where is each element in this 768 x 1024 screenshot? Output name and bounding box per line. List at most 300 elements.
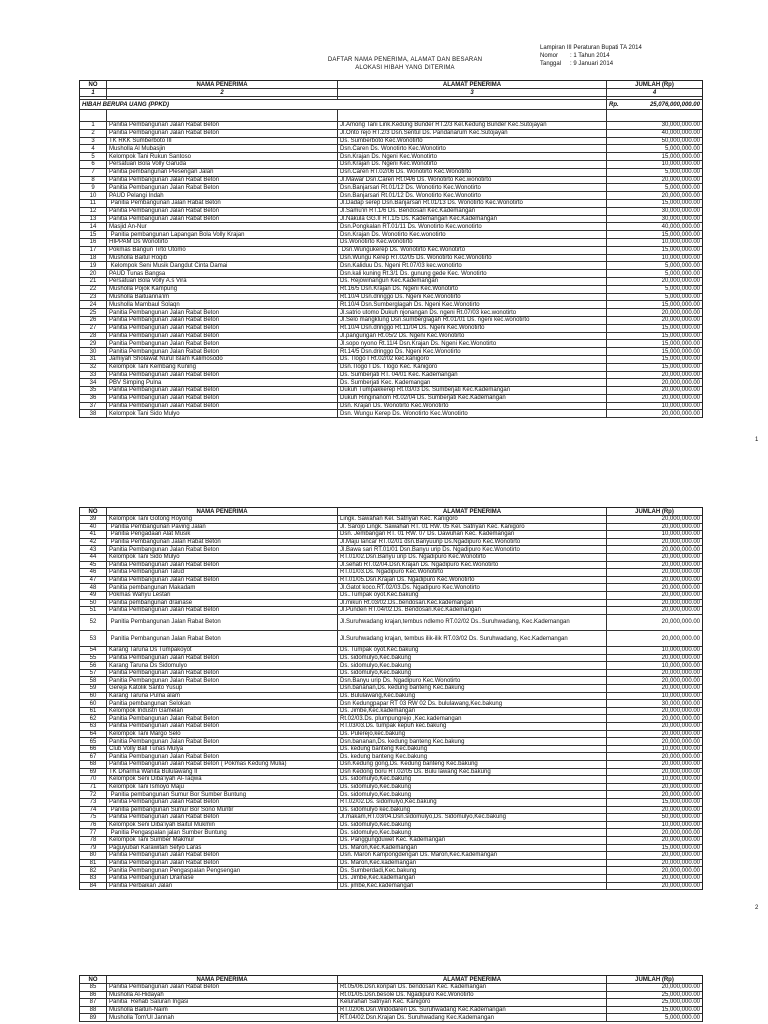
cell-no: 12 (80, 208, 107, 215)
table-row (80, 301, 702, 309)
table-page-2 (79, 507, 703, 890)
table-row (80, 562, 702, 570)
cell-alamat: Ds. Sumberdadi,Kec.bakung (338, 867, 607, 874)
table-row (80, 153, 702, 161)
table-body (80, 984, 702, 1022)
table-row (80, 531, 702, 539)
cell-nama: Panitia Pembangunan Jalan Rabat Beton (107, 184, 338, 191)
cell-nama: Panitia Pembangunan Jalan Rabat Beton (107, 738, 338, 745)
cell-alamat: Ds.Wonotirto Kec.wonotirto (338, 239, 607, 246)
section-total (607, 100, 702, 109)
cell-no: 45 (80, 562, 107, 569)
cell-alamat: Ds. Sumberjati RT. 04/01 Kec. Kademangan (338, 372, 607, 379)
table-row (80, 333, 702, 341)
cell-alamat: Rt.02/03.Ds. plumpungrejo ,Kec.kademangan (338, 715, 607, 722)
cell-no: 39 (80, 516, 107, 523)
table-row (80, 294, 702, 302)
cell-nama: Karang Taruna Ds Tumpakoyot (107, 647, 338, 654)
cell-alamat: Dsn. Krajan Ds. Wonotirto Kec.Wonotirto (338, 403, 607, 410)
cell-alamat: Jl.Suruhwadang krajan,tembus ndlemo RT.02/02 Ds..Suruhwadang, Kec.Kademangan (338, 615, 607, 630)
cell-nama: TK RKK Sumberboto III (107, 138, 338, 145)
table-row (80, 662, 702, 670)
title-line-1: DAFTAR NAMA PENERIMA, ALAMAT DAN BESARAN (327, 57, 483, 63)
colnum-2: 2 (107, 89, 338, 96)
cell-jumlah: 20,000,000.00 (661, 738, 700, 745)
cell-jumlah: 20,000,000.00 (661, 192, 700, 199)
cell-jumlah: 20,000,000.00 (661, 569, 700, 576)
table-row (80, 278, 702, 286)
cell-no: 85 (80, 984, 107, 991)
cell-nama: Musholla Baitun-Naim (107, 1007, 338, 1014)
table-row (80, 1014, 702, 1022)
cell-alamat: Ds. sidomulyo,Kec.bakung (338, 784, 607, 791)
table-row (80, 799, 702, 807)
colnum-1: 1 (80, 89, 107, 96)
cell-alamat: Ds. sidomulyo,Kec.bakung (338, 662, 607, 669)
table-row (80, 829, 702, 837)
cell-nama: Panitia Pembangunan Jalan Rabat Beton (107, 670, 338, 677)
cell-jumlah: 20,000,000.00 (661, 685, 700, 692)
cell-jumlah: 20,000,000.00 (661, 592, 700, 599)
cell-alamat: Ds. sidomulyo,Kec.bakung (338, 822, 607, 829)
table-row (80, 860, 702, 868)
column-number-row (80, 89, 702, 97)
cell-nama: Gereja Katolik Santo Yusup (107, 685, 338, 692)
table-row (80, 708, 702, 716)
table-row (80, 631, 702, 647)
cell-alamat: Dsn.Caren RT.02/06 Ds. Wonotirto Kec.Wonotirto (338, 169, 607, 176)
cell-no: 77 (80, 829, 107, 836)
cell-no: 51 (80, 607, 107, 614)
table-row (80, 340, 702, 348)
cell-no: 8 (80, 177, 107, 184)
nomor-line (540, 52, 642, 60)
cell-jumlah: 5,000,000.00 (664, 286, 700, 293)
cell-alamat: Jl.sopo nyono Rt.11/4 Dsn.Krajan Ds. Ngeni Kec.Wonotirto (338, 340, 607, 347)
table-row (80, 875, 702, 883)
table-row (80, 216, 702, 224)
cell-alamat: Dsn.Kedung gong,Ds. Kedung banteng Kec.bakung (338, 761, 607, 768)
cell-alamat: Jl.pangurigan Rt.05/2 Ds. Ngeni Kec.Wonotirto (338, 333, 607, 340)
cell-nama: Panitia Pengaspalan jalan Sumber Buntung (107, 829, 338, 836)
nomor-label: Nomor (540, 53, 559, 59)
cell-alamat: Ds. sidomulyo,Kec.bakung (338, 791, 607, 798)
cell-alamat: RT.02/02.Ds. sidomulyo,Kec.bakung (338, 799, 607, 806)
cell-jumlah: 15,000,000.00 (661, 332, 700, 339)
cell-alamat: Ds. Jimbe,Kec.kademangan (338, 708, 607, 715)
cell-alamat: Ds. Sumberjati Kec. Kademangan (338, 379, 607, 386)
cell-nama: Karang Taruna Pulna alam (107, 693, 338, 700)
cell-no: 56 (80, 662, 107, 669)
cell-no: 72 (80, 791, 107, 798)
cell-no: 83 (80, 875, 107, 882)
table-row (80, 746, 702, 754)
table-row (80, 753, 702, 761)
spacer-cell (338, 110, 607, 121)
header-jumlah: JUMLAH (Rp) (635, 976, 674, 983)
cell-no: 73 (80, 799, 107, 806)
table-row (80, 348, 702, 356)
cell-alamat: Ds. kedung banteng Kec.bakung (338, 746, 607, 753)
cell-alamat: Jl.Samu'in RT.1/6 Ds. Bendosari Kec.Kademangan (338, 208, 607, 215)
table-row (80, 791, 702, 799)
header-no: NO (80, 81, 107, 88)
cell-no: 79 (80, 845, 107, 852)
cell-no: 88 (80, 1007, 107, 1014)
table-row (80, 731, 702, 739)
cell-nama: Kelompok Tani Kembang Kuning (107, 364, 338, 371)
header-nama: NAMA PENERIMA (107, 508, 338, 515)
table-row (80, 837, 702, 845)
cell-alamat: Ds. sidomulyo,Kec.bakung (338, 670, 607, 677)
cell-nama: Karang Taruna Ds Sidomulyo (107, 662, 338, 669)
cell-no: 64 (80, 731, 107, 738)
cell-nama: Panitia Pembangunan Jalan Rabat Beton (107, 715, 338, 722)
table-row (80, 410, 702, 418)
cell-nama: Kelompok Seni Diba'iyah Al-Taqwa (107, 776, 338, 783)
nomor-value: : 1 Tahun 2014 (570, 53, 610, 59)
cell-alamat: Dukuh Tumpakkerep Rt.03/03 Ds. Sumberjati Kec.Kademangan (338, 387, 607, 394)
cell-nama: Panitia Pembangunan Jalan Rabat Beton (107, 325, 338, 332)
cell-alamat: Ds. Maron,Kec.kademangan (338, 860, 607, 867)
cell-alamat: Dsn.bananan,Ds. kedung banteng Kec.bakung (338, 685, 607, 692)
cell-no: 55 (80, 655, 107, 662)
table-row (80, 615, 702, 631)
cell-jumlah: 30,000,000.00 (661, 700, 700, 707)
page-number-2: 2 (755, 905, 759, 911)
cell-jumlah: 20,000,000.00 (661, 278, 700, 285)
cell-nama: Panitia Pembangunan Jalan Rabat Beton (107, 333, 338, 340)
cell-alamat: Jl.Suruhwadang krajan, tembus ilik-ilik RT.03/02 Ds. Suruhwadang, Kec.Kademangan (338, 631, 607, 646)
cell-no: 17 (80, 247, 107, 254)
cell-nama: Musholla Mambaul Solaqn (107, 301, 338, 308)
cell-alamat: Dsn.kali kuning Rt.3/1 Ds. gunung gede Kec. Wonotirto (338, 270, 607, 277)
spacer-cell (80, 110, 107, 121)
cell-alamat: Jl.Mawar Dsn.Caren Rt.04/6 Ds. Wonotirto Kec.wonotirto (338, 177, 607, 184)
cell-no: 59 (80, 685, 107, 692)
table-row (80, 192, 702, 200)
header-alamat: ALAMAT PENERIMA (338, 976, 607, 983)
cell-no: 84 (80, 883, 107, 890)
cell-jumlah: 20,000,000.00 (661, 577, 700, 584)
table-row (80, 161, 702, 169)
cell-nama: Panitia Pembangunan Pengaspalan Pengsengan (107, 867, 338, 874)
cell-alamat: Kelurahan Satriyan Kec. Kanigoro (338, 999, 607, 1006)
cell-alamat: Ds. Maron,Kec.Kademangan (338, 845, 607, 852)
cell-jumlah: 20,000,000.00 (661, 619, 700, 626)
cell-no: 53 (80, 631, 107, 646)
cell-jumlah: 20,000,000.00 (661, 860, 700, 867)
cell-alamat: Dsn Kedong boru RT.02/05 Ds. Bulu lawang Kec.bakung (338, 769, 607, 776)
table-row (80, 715, 702, 723)
cell-alamat: RT.04/02.Dsn.Krajan Ds. Suruhwadang Kec.Kademangan (338, 1014, 607, 1021)
cell-no: 7 (80, 169, 107, 176)
section-currency: Rp. (609, 101, 619, 108)
table-row (80, 177, 702, 185)
cell-nama: Kelompok Tani Sido Mulyo (107, 410, 338, 417)
cell-nama: Kelompok Seni Musik Dangdut Cinta Damai (107, 262, 338, 269)
cell-nama: Panitia Pembangunan Jalan Rabat Beton (107, 723, 338, 730)
tanggal-label: Tanggal (540, 61, 562, 67)
cell-nama: Paguyuban Karawitan Setyo Laras (107, 845, 338, 852)
cell-no: 61 (80, 708, 107, 715)
cell-jumlah: 15,000,000.00 (661, 153, 700, 160)
cell-alamat: Dukuh Ringinanom Rt.02/04 Ds. Sumberjati Kec.Kademangan (338, 395, 607, 402)
cell-jumlah: 25,000,000.00 (661, 999, 700, 1006)
cell-jumlah: 10,000,000.00 (661, 239, 700, 246)
cell-nama: Panitia pembangunan Sumur Bor Sumber Buntung (107, 791, 338, 798)
cell-jumlah: 15,000,000.00 (661, 200, 700, 207)
cell-jumlah: 15,000,000.00 (661, 340, 700, 347)
cell-no: 36 (80, 395, 107, 402)
cell-jumlah: 15,000,000.00 (661, 301, 700, 308)
cell-no: 29 (80, 340, 107, 347)
cell-jumlah: 20,000,000.00 (661, 761, 700, 768)
spacer-cell (607, 110, 702, 121)
cell-jumlah: 20,000,000.00 (661, 546, 700, 553)
cell-alamat: Ds. Tumpak oyot.Kec.bakung (338, 647, 607, 654)
cell-no: 9 (80, 184, 107, 191)
cell-jumlah: 20,000,000.00 (661, 584, 700, 591)
cell-alamat: Dsn.Krajan Ds. Ngeni Kec.Wonotirto (338, 153, 607, 160)
cell-jumlah: 10,000,000.00 (661, 531, 700, 538)
cell-no: 87 (80, 999, 107, 1006)
table-row (80, 200, 702, 208)
cell-alamat: Jl.Among Tani Link.Kedung Bunder RT.2/3 Kel.Kedung Bunder Kec.Sutojayan (338, 122, 607, 129)
cell-nama: Panitia pembangunan Makadam (107, 584, 338, 591)
cell-alamat: Ds. sidomulyo,Kec.bakung (338, 776, 607, 783)
cell-alamat: RT.01/02.Dsn.Banyu urip Ds. Ngadipuro Kec.Wonotirto (338, 554, 607, 561)
cell-nama: Persatuan Bola Volly Garuda (107, 161, 338, 168)
cell-alamat: Jl.Selo mangklung Dsn.sumberglagah Rt.01/01 Ds. ngeni kec.wonotirto (338, 317, 607, 324)
cell-no: 22 (80, 286, 107, 293)
table-row (80, 130, 702, 138)
cell-jumlah: 25,000,000.00 (661, 991, 700, 998)
cell-nama: Kelompok Tani Gotong Royong (107, 516, 338, 523)
table-row (80, 655, 702, 663)
cell-no: 3 (80, 138, 107, 145)
cell-nama: Panitia pembangunan Sumur Bor Sono Muntir (107, 807, 338, 814)
document-title (295, 56, 515, 72)
cell-no: 65 (80, 738, 107, 745)
cell-jumlah: 20,000,000.00 (661, 882, 700, 889)
cell-jumlah: 20,000,000.00 (661, 677, 700, 684)
cell-no: 81 (80, 860, 107, 867)
cell-no: 69 (80, 769, 107, 776)
cell-alamat: Ds. sidomulyo kec.bakung (338, 807, 607, 814)
cell-jumlah: 20,000,000.00 (661, 867, 700, 874)
table-page-1 (79, 80, 703, 418)
cell-nama: Panitia pembangunan drainase (107, 600, 338, 607)
cell-jumlah: 5,000,000.00 (664, 169, 700, 176)
cell-no: 49 (80, 592, 107, 599)
cell-nama: Panitia Pembangunan Jalan Rabat Beton (107, 546, 338, 553)
cell-nama: Musholla Tom'Ul Jannah (107, 1014, 338, 1021)
cell-jumlah: 20,000,000.00 (661, 176, 700, 183)
table-row (80, 539, 702, 547)
table-header-row (80, 976, 702, 984)
cell-nama: Panitia Pembangunan Jalan Rabat Beton (107, 395, 338, 402)
cell-nama: Panitia Pembangunan Talud (107, 569, 338, 576)
table-row (80, 356, 702, 364)
cell-nama: Panitia Pembangunan Jalan Rabat Beton (107, 631, 338, 646)
cell-jumlah: 15,000,000.00 (661, 247, 700, 254)
cell-alamat: Dsn. Maron Kampongdengan Ds. Maron,Kec.Kademangan (338, 852, 607, 859)
cell-alamat: Jl.makam,RT.03/04.Dsn.sidomulyo,Ds. Sidomulyo,Kec.bakung (338, 814, 607, 821)
cell-alamat: RT.01/03.Ds. Ngadipuro Kec.Wonotirto (338, 569, 607, 576)
cell-jumlah: 20,000,000.00 (661, 768, 700, 775)
cell-nama: Jamiyah Sholawat Nurul Islam Kalimosodo (107, 356, 338, 363)
cell-jumlah: 20,000,000.00 (661, 635, 700, 642)
table-body (80, 122, 702, 418)
cell-no: 89 (80, 1014, 107, 1021)
cell-alamat: Ds. Pulerejo,kec.bakung (338, 731, 607, 738)
cell-nama: Panitia Pembangunan Drainase (107, 875, 338, 882)
cell-no: 1 (80, 122, 107, 129)
cell-jumlah: 10,000,000.00 (661, 161, 700, 168)
cell-jumlah: 30,000,000.00 (661, 208, 700, 215)
cell-nama: Panitia Pembangunan Jalan Rabat Beton (107, 984, 338, 991)
table-row (80, 670, 702, 678)
cell-nama: Masjid An-Nur (107, 223, 338, 230)
cell-no: 48 (80, 584, 107, 591)
cell-jumlah: 20,000,000.00 (661, 561, 700, 568)
cell-jumlah: 5,000,000.00 (664, 293, 700, 300)
cell-no: 20 (80, 270, 107, 277)
cell-alamat: Ds. jimbe,Kec.kademangan (338, 883, 607, 890)
cell-alamat: Dsn.bananan,Ds. kedung banteng Kec.bakung (338, 738, 607, 745)
cell-no: 68 (80, 761, 107, 768)
cell-nama: Panitia Perbaikan Jalan (107, 883, 338, 890)
spacer-cell (338, 97, 607, 99)
table-row (80, 685, 702, 693)
cell-jumlah: 5,000,000.00 (664, 262, 700, 269)
cell-no: 47 (80, 577, 107, 584)
cell-jumlah: 15,000,000.00 (661, 231, 700, 238)
cell-jumlah: 20,000,000.00 (661, 395, 700, 402)
cell-alamat: Rt.10/4 Dsn.Sumberglagah Ds. Ngeni Kec.Wonotirto (338, 301, 607, 308)
table-row (80, 867, 702, 875)
cell-alamat: Jl.mikun Rt.03/02.Ds..bendosari.Kec.kademangan (338, 600, 607, 607)
spacer-cell (80, 97, 107, 99)
cell-jumlah: 5,000,000.00 (664, 1014, 700, 1021)
cell-alamat: Dsn.Caren Ds. Wonotirto Kec.Wonotirto (338, 145, 607, 152)
spacer-cell (607, 97, 702, 99)
table-row (80, 403, 702, 411)
table-row (80, 700, 702, 708)
cell-nama: Kelompok Tani Ismoyo Maju (107, 784, 338, 791)
cell-alamat: Dsn.Krajan Ds. Wonotirto Kec.wonotirto (338, 231, 607, 238)
cell-alamat: Ds. Bululawang,Kec.bakung (338, 693, 607, 700)
table-row (80, 524, 702, 532)
table-row (80, 647, 702, 655)
table-row (80, 807, 702, 815)
cell-jumlah: 20,000,000.00 (661, 654, 700, 661)
table-row (80, 546, 702, 554)
cell-nama: Pokmas Wahyu Lestari (107, 592, 338, 599)
cell-nama: PAUD Tunas Bangsa (107, 270, 338, 277)
table-row (80, 247, 702, 255)
cell-no: 27 (80, 325, 107, 332)
table-row (80, 607, 702, 615)
cell-alamat: Dsn. Wungu Kerep Ds. Wonotirto Kec.Wonotirto (338, 410, 607, 417)
cell-jumlah: 20,000,000.00 (661, 753, 700, 760)
cell-no: 52 (80, 615, 107, 630)
table-row (80, 569, 702, 577)
table-row (80, 223, 702, 231)
cell-no: 24 (80, 301, 107, 308)
tanggal-line (540, 60, 642, 68)
cell-alamat: Ds..Tumpak oyot.Kec.bakung (338, 592, 607, 599)
cell-alamat: Rt.05/06.Dsn.koripan Ds. bendosari Kec. Kademangan (338, 984, 607, 991)
cell-nama: Panitia pembangunan Selokan (107, 700, 338, 707)
cell-no: 60 (80, 693, 107, 700)
cell-nama: Panitia Pembangunan Jalan Rabat Beton (107, 607, 338, 614)
cell-nama: Panitia Pembangunan Jalan Rabat Beton (107, 216, 338, 223)
cell-jumlah: 40,000,000.00 (661, 223, 700, 230)
cell-jumlah: 15,000,000.00 (661, 799, 700, 806)
table-row (80, 738, 702, 746)
table-row (80, 270, 702, 278)
cell-jumlah: 20,000,000.00 (661, 984, 700, 991)
cell-no: 32 (80, 364, 107, 371)
cell-alamat: Dsn.Banyu urip Ds. Ngadipuro Kec.Wonotirto (338, 677, 607, 684)
cell-jumlah: 10,000,000.00 (661, 692, 700, 699)
cell-nama: Kelompok Tani Rukun Santoso (107, 153, 338, 160)
cell-nama: Panitia Pembangunan Jalan Rabat Beton ( Pokmas Kedung Mulia) (107, 761, 338, 768)
table-row (80, 723, 702, 731)
spacer-cell (107, 110, 338, 121)
cell-jumlah: 10,000,000.00 (661, 776, 700, 783)
table-row (80, 999, 702, 1007)
cell-nama: Panitia Pembangunan Jalan Rabat Beton (107, 340, 338, 347)
cell-alamat: RT.03/03.Ds. tumpak kepuh kec.bakung (338, 723, 607, 730)
cell-alamat: Dsn Kedungpapar RT 03 RW 02 Ds. bululawang,Kec.bakung (338, 700, 607, 707)
cell-no: 6 (80, 161, 107, 168)
cell-jumlah: 30,000,000.00 (661, 122, 700, 129)
cell-nama: Musholla Baitul Roqib (107, 255, 338, 262)
cell-nama: Panitia Pembangunan Jalan Rabat Beton (107, 615, 338, 630)
cell-alamat: Rt.10/4 Dsn.dringgo Ds. Ngeni Kec.Wonotirto (338, 294, 607, 301)
cell-jumlah: 20,000,000.00 (661, 309, 700, 316)
cell-no: 86 (80, 992, 107, 999)
cell-jumlah: 50,000,000.00 (661, 814, 700, 821)
table-row (80, 184, 702, 192)
cell-jumlah: 10,000,000.00 (661, 822, 700, 829)
cell-alamat: Dsn. Jembangan RT. 01 RW. 07 Ds. Dawuhan Kec. Kademangan (338, 531, 607, 538)
cell-nama: Kelompok Tani Sumber Makmur (107, 837, 338, 844)
cell-alamat: Rt.01/05.Dsn.besole Ds. Ngadipuro Kec.Wonotirto (338, 992, 607, 999)
cell-no: 37 (80, 403, 107, 410)
cell-no: 74 (80, 807, 107, 814)
table-row (80, 325, 702, 333)
cell-jumlah: 10,000,000.00 (661, 647, 700, 654)
cell-no: 44 (80, 554, 107, 561)
cell-nama: Panitia Pembangunan Jalan Rabat Beton (107, 860, 338, 867)
cell-no: 38 (80, 410, 107, 417)
table-row (80, 145, 702, 153)
cell-nama: Panitia Pembangunan Jalan Rabat Beton (107, 577, 338, 584)
cell-nama: PBV Simping Pulna (107, 379, 338, 386)
table-page-3 (79, 975, 703, 1022)
table-row (80, 262, 702, 270)
cell-no: 16 (80, 239, 107, 246)
cell-jumlah: 20,000,000.00 (661, 837, 700, 844)
header-jumlah: JUMLAH (Rp) (635, 508, 674, 515)
cell-nama: Club Volly Ball Tunas Mulya (107, 746, 338, 753)
cell-no: 23 (80, 294, 107, 301)
table-row (80, 286, 702, 294)
